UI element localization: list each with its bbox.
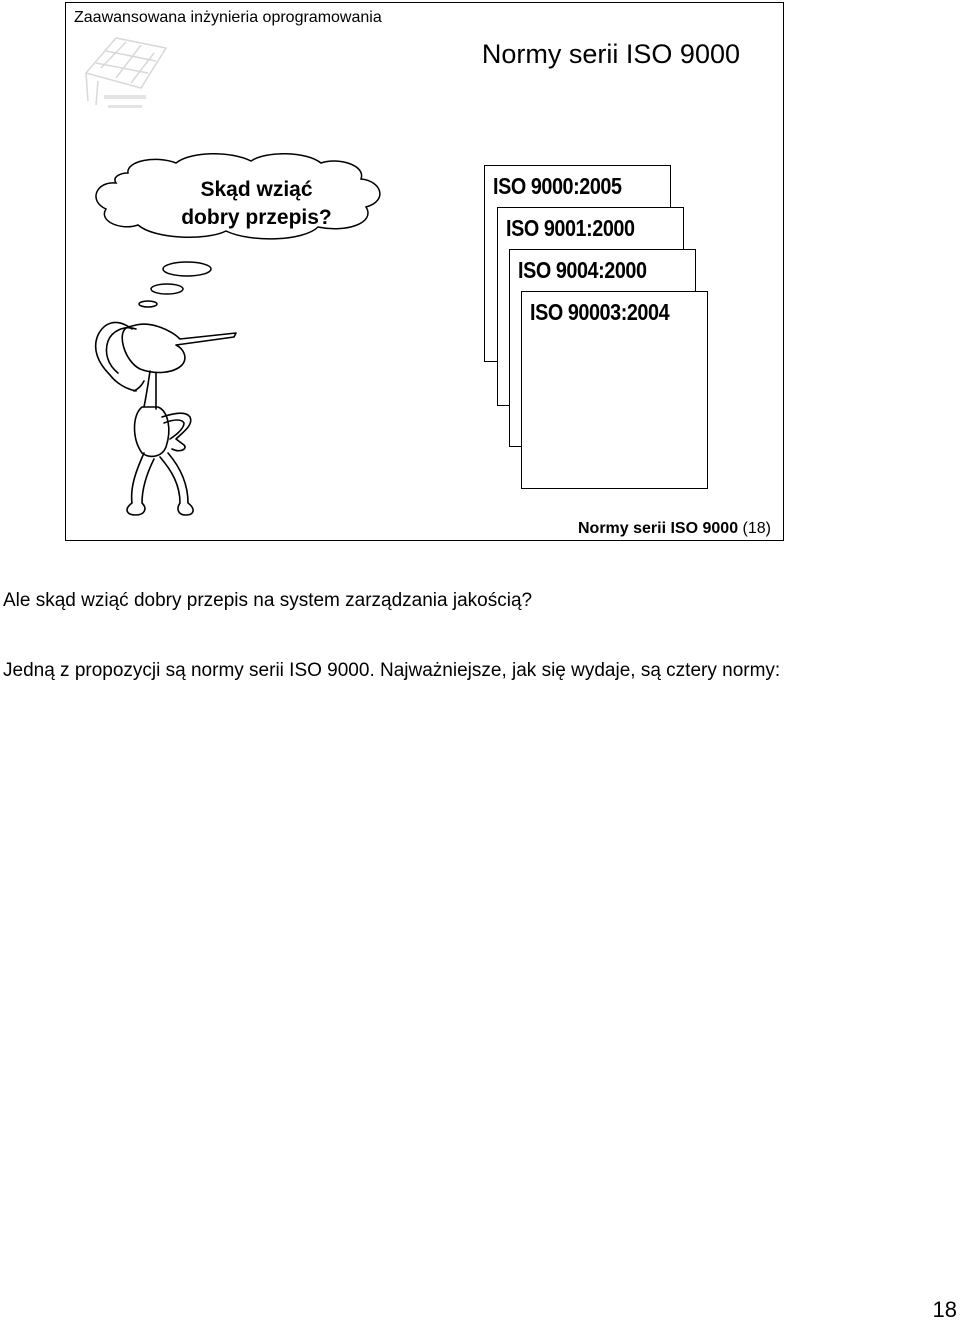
university-logo-icon xyxy=(76,33,176,123)
document-label: ISO 9000:2005 xyxy=(493,173,622,199)
document-label: ISO 9004:2000 xyxy=(518,257,647,283)
body-paragraph-2: Jedną z propozycji są normy serii ISO 9000. Najważniejsze, jak się wydaje, są cztery normy: xyxy=(3,660,781,681)
thought-bubble-text xyxy=(169,176,344,232)
caption-suffix: (18) xyxy=(738,520,771,537)
body-paragraph-1: Ale skąd wziąć dobry przepis na system zarządzania jakością? xyxy=(3,590,533,611)
course-title: Zaawansowana inżynieria oprogramowania xyxy=(74,9,382,26)
document-label: ISO 9001:2000 xyxy=(506,215,635,241)
document-label: ISO 90003:2004 xyxy=(530,299,670,325)
slide-title: Normy serii ISO 9000 xyxy=(481,39,740,69)
page-number: 18 xyxy=(932,1297,957,1322)
slide-frame xyxy=(65,2,784,541)
document-iso-90003 xyxy=(521,291,708,489)
slide-caption xyxy=(578,520,771,538)
thought-line-2: dobry przepis? xyxy=(181,206,332,229)
thought-line-1: Skąd wziąć xyxy=(200,178,313,201)
stick-figure-icon xyxy=(96,322,236,515)
caption-bold: Normy serii ISO 9000 xyxy=(578,520,739,537)
